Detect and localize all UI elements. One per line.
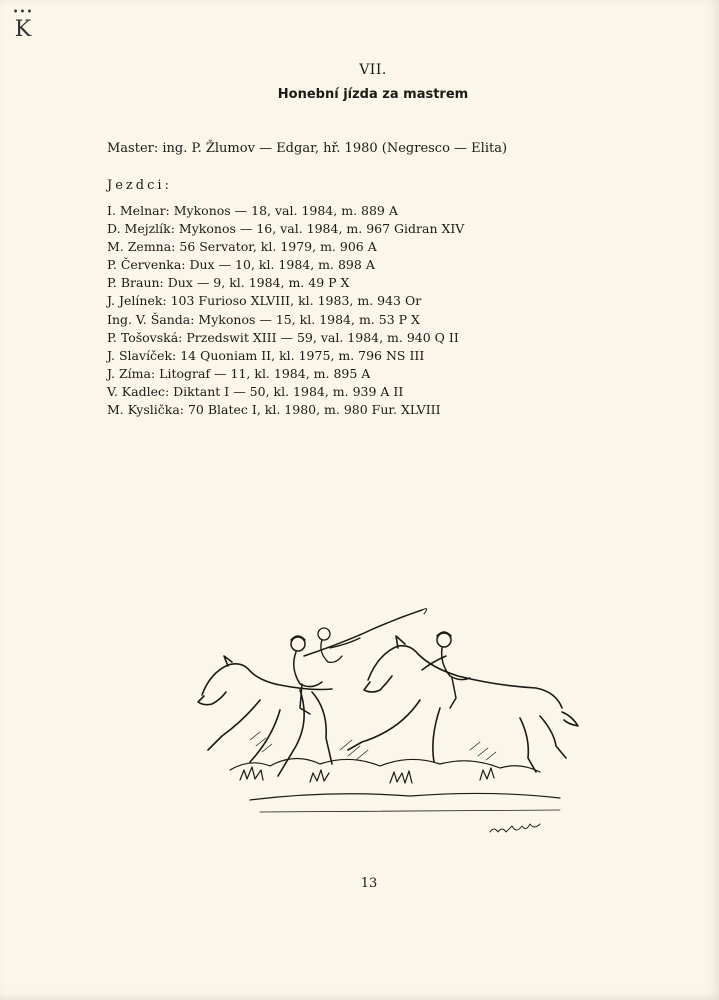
rider-entry: P. Tošovská: Przedswit XIII — 59, val. 1984, m. 940 Q II [107,329,459,345]
rider-entry: M. Kyslička: 70 Blatec I, kl. 1980, m. 980 Fur. XLVIII [107,402,441,418]
riders-heading: Jezdci: [107,178,172,193]
riders-list [107,202,464,419]
publisher-logo [10,8,36,50]
rider-entry: P. Braun: Dux — 9, kl. 1984, m. 49 P X [107,275,350,291]
logo-letter: K [14,17,32,42]
rider-entry: M. Zemna: 56 Servator, kl. 1979, m. 906 A [107,239,377,255]
rider-entry: I. Melnar: Mykonos — 18, val. 1984, m. 889 A [107,203,398,218]
rider-left [291,609,427,714]
chapter-number: VII. [359,62,387,78]
logo-dots: ••• [12,7,34,18]
chapter-title: Honební jízda za mastrem [277,87,469,102]
page-number: 13 [360,876,378,891]
horse-right [348,636,578,772]
rider-right [422,632,470,708]
horse-left [198,656,332,776]
master-line: Master: ing. P. Žlumov — Edgar, hř. 1980 (Negresco — Elita) [107,141,508,156]
rider-back [318,628,360,662]
rider-entry: Ing. V. Šanda: Mykonos — 15, kl. 1984, m. 53 P X [107,311,420,327]
artist-signature [490,824,540,832]
rider-entry: J. Zíma: Litograf — 11, kl. 1984, m. 895 A [107,365,371,381]
rider-entry: J. Slavíček: 14 Quoniam II, kl. 1975, m. 796 NS III [107,347,425,363]
hunt-riders-illustration [190,600,580,850]
rider-entry: D. Mejzlík: Mykonos — 16, val. 1984, m. 967 Gidran XIV [107,221,465,237]
grass-ground [230,758,560,812]
rider-entry: J. Jelínek: 103 Furioso XLVIII, kl. 1983, m. 943 Or [107,293,422,309]
shading-hatch [250,732,496,760]
rider-entry: P. Červenka: Dux — 10, kl. 1984, m. 898 A [107,257,375,273]
rider-entry: V. Kadlec: Diktant I — 50, kl. 1984, m. 939 A II [107,383,404,399]
